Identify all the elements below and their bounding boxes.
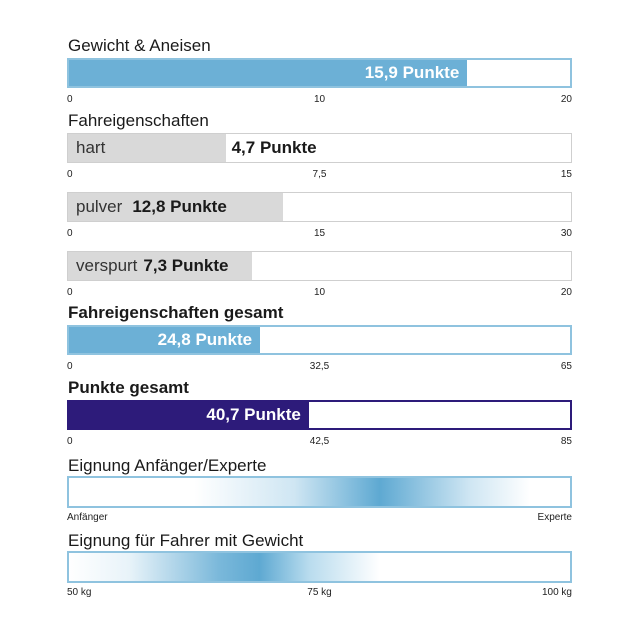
chart-title-riding-total: Fahreigenschaften gesamt	[68, 303, 284, 322]
value-label-hart: 4,7 Punkte	[231, 138, 317, 157]
category-label-hart: hart	[76, 138, 106, 157]
bar-track-hart	[67, 133, 572, 163]
scale-gradient-weight	[67, 551, 572, 583]
value-label-total: 40,7 Punkte	[206, 405, 301, 424]
scale-gradient-level	[67, 476, 572, 508]
tick-label: 20	[560, 287, 572, 298]
tick-label: 20	[560, 94, 572, 105]
value-label-weight: 15,9 Punkte	[364, 63, 460, 82]
tick-label: 0	[67, 436, 73, 447]
axis-ticks-weight	[67, 94, 572, 108]
tick-label: 65	[560, 361, 572, 372]
tick-label: 15	[313, 228, 326, 239]
bar-track-pulver	[67, 192, 572, 222]
chart-title-weight: Gewicht & Aneisen	[68, 36, 211, 55]
scale-label-beginner: Anfänger	[67, 512, 108, 523]
tick-label: 10	[313, 287, 326, 298]
scale-labels-level	[67, 512, 572, 526]
axis-ticks-riding-total	[67, 361, 572, 375]
tick-label: 0	[67, 361, 73, 372]
tick-label: 15	[560, 169, 572, 180]
category-verspurt	[76, 252, 228, 280]
tick-label: 30	[560, 228, 572, 239]
chart-title-total: Punkte gesamt	[68, 378, 189, 397]
axis-ticks-hart	[67, 169, 572, 183]
category-pulver	[76, 193, 227, 221]
scale-label-100kg: 100 kg	[541, 587, 572, 598]
tick-label: 7,5	[312, 169, 327, 180]
scale-label-75kg: 75 kg	[307, 587, 332, 598]
scale-title-weight: Eignung für Fahrer mit Gewicht	[68, 531, 304, 550]
value-label-verspurt: 7,3 Punkte	[143, 256, 229, 275]
axis-ticks-pulver	[67, 228, 572, 242]
tick-label: 10	[313, 94, 326, 105]
scale-title-level: Eignung Anfänger/Experte	[68, 456, 267, 475]
tick-label: 0	[67, 94, 73, 105]
category-label-verspurt: verspurt	[76, 256, 138, 275]
tick-label: 0	[67, 287, 73, 298]
scale-label-50kg: 50 kg	[67, 587, 92, 598]
bar-track-weight	[67, 58, 572, 88]
category-hart	[76, 134, 105, 162]
bar-riding-total	[69, 327, 260, 353]
bar-total	[69, 402, 309, 428]
scale-labels-weight	[67, 587, 572, 601]
value-label-pulver: 12,8 Punkte	[132, 197, 227, 216]
scale-label-expert: Experte	[537, 512, 572, 523]
axis-ticks-total	[67, 436, 572, 450]
chart-title-riding: Fahreigenschaften	[68, 111, 209, 130]
tick-label: 42,5	[309, 436, 330, 447]
category-label-pulver: pulver	[76, 197, 123, 216]
bar-track-verspurt	[67, 251, 572, 281]
bar-track-total	[67, 400, 572, 430]
tick-label: 32,5	[309, 361, 330, 372]
tick-label: 0	[67, 169, 73, 180]
value-label-riding-total: 24,8 Punkte	[157, 330, 253, 349]
bar-track-riding-total	[67, 325, 572, 355]
tick-label: 85	[560, 436, 572, 447]
axis-ticks-verspurt	[67, 287, 572, 301]
tick-label: 0	[67, 228, 73, 239]
bar-weight	[69, 60, 467, 86]
